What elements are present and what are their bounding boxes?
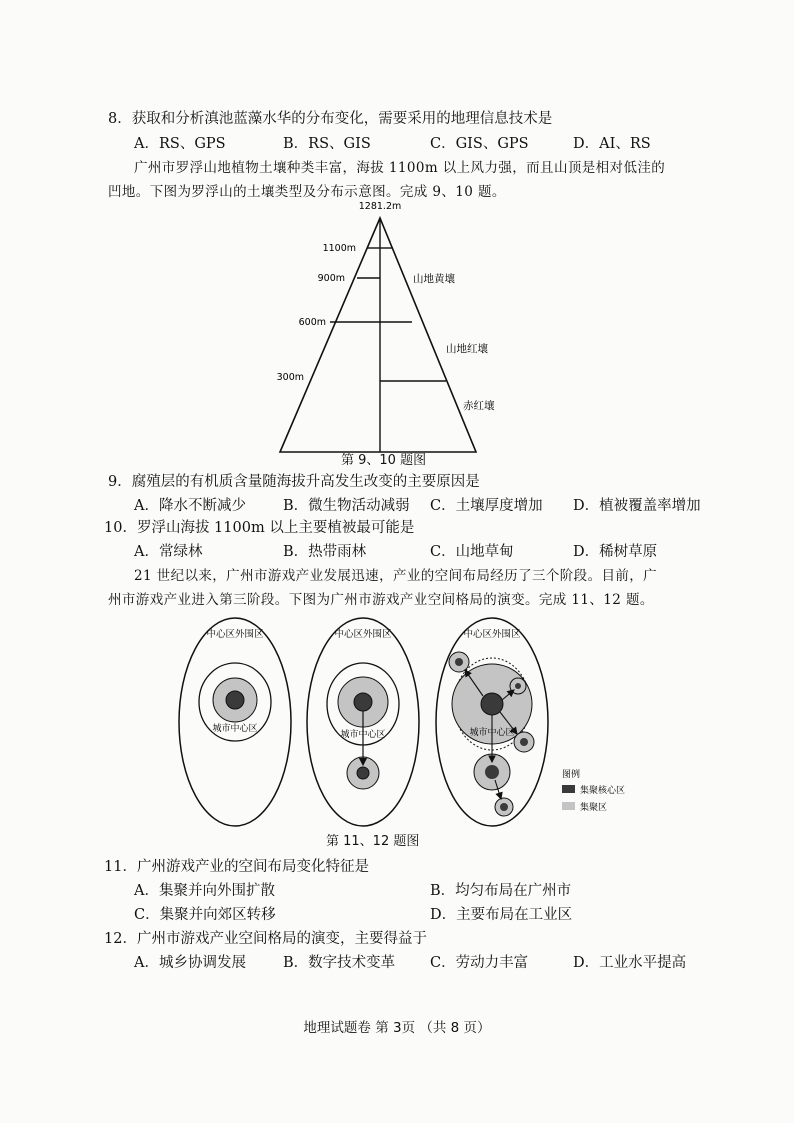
soil-label-red: 山地红壤: [446, 343, 488, 355]
q8-stem: 8．获取和分析滇池蓝藻水华的分布变化，需要采用的地理信息技术是: [108, 111, 553, 127]
q9-option-b: B．微生物活动减弱: [283, 498, 410, 514]
elev-label-900: 900m: [317, 273, 345, 284]
intro-11-12-line1: 21 世纪以来，广州市游戏产业发展迅速，产业的空间布局经历了三个阶段。目前，广: [134, 568, 658, 584]
mountain-outline: [280, 218, 476, 452]
legend: [562, 768, 625, 813]
q12-option-a: A．城乡协调发展: [134, 955, 246, 971]
fig2-caption: 第 11、12 题图: [326, 834, 420, 849]
soil-label-lateritic-red: 赤红壤: [463, 400, 495, 412]
q11-option-c: C．集聚并向郊区转移: [134, 907, 276, 923]
stage2-center-label: 城市中心区: [340, 730, 386, 740]
stage2-core: [354, 693, 372, 711]
peak-label: 1281.2m: [358, 201, 402, 212]
stage3-center-label: 城市中心区: [469, 728, 515, 738]
q11-stem: 11．广州游戏产业的空间布局变化特征是: [104, 859, 369, 875]
q10-option-c: C．山地草甸: [430, 544, 514, 560]
stage1-core: [226, 691, 244, 709]
q12-option-b: B．数字技术变革: [283, 955, 396, 971]
elev-label-1100: 1100m: [322, 243, 356, 254]
elev-label-300: 300m: [276, 372, 304, 383]
q9-option-a: A．降水不断减少: [134, 498, 246, 514]
q12-option-c: C．劳动力丰富: [430, 955, 529, 971]
q10-stem: 10．罗浮山海拔 1100m 以上主要植被最可能是: [104, 520, 415, 536]
stage-3: [436, 618, 548, 826]
stage1-center-label: 城市中心区: [212, 724, 258, 734]
intro-9-10-line2: 凹地。下图为罗浮山的土壤类型及分布示意图。完成 9、10 题。: [108, 184, 506, 200]
intro-9-10-line1: 广州市罗浮山地植物土壤种类丰富，海拔 1100m 以上风力强，而且山顶是相对低洼的: [134, 160, 666, 176]
q10-option-b: B．热带雨林: [283, 544, 367, 560]
intro-11-12-line2: 州市游戏产业进入第三阶段。下图为广州市游戏产业空间格局的演变。完成 11、12 题。: [108, 592, 654, 608]
stage-2: [307, 618, 419, 826]
legend-title: 图例: [562, 770, 581, 780]
stage3-satellite-nw-core: [455, 658, 463, 666]
industry-evolution-diagram: [170, 614, 640, 832]
q12-option-d: D．工业水平提高: [573, 955, 687, 971]
q9-stem: 9．腐殖层的有机质含量随海拔升高发生改变的主要原因是: [108, 474, 480, 490]
q11-option-a: A．集聚并向外围扩散: [134, 883, 275, 899]
stage3-outer-label: 中心区外围区: [463, 629, 521, 640]
q8-option-d: D．AI、RS: [573, 136, 651, 152]
q8-option-b: B．RS、GIS: [283, 136, 371, 152]
elev-label-600: 600m: [298, 317, 326, 328]
stage2-outer-label: 中心区外围区: [334, 629, 392, 640]
stage2-new-core: [357, 767, 369, 779]
legend-core-label: 集聚核心区: [580, 786, 626, 796]
stage3-south-core: [485, 765, 499, 779]
stage3-satellite-e-core: [520, 738, 528, 746]
q9-option-c: C．土壤厚度增加: [430, 498, 543, 514]
legend-zone-swatch: [562, 802, 575, 810]
stage3-satellite-s-core: [500, 803, 508, 811]
soil-distribution-diagram: [260, 196, 520, 471]
q11-option-d: D．主要布局在工业区: [430, 907, 573, 923]
stage-1: [179, 618, 291, 826]
soil-label-yellow: 山地黄壤: [413, 273, 455, 285]
legend-core-swatch: [562, 785, 575, 793]
fig1-caption: 第 9、10 题图: [341, 453, 427, 468]
legend-zone-label: 集聚区: [580, 803, 608, 813]
q12-stem: 12．广州市游戏产业空间格局的演变，主要得益于: [104, 931, 427, 947]
q11-option-b: B．均匀布局在广州市: [430, 883, 572, 899]
q9-option-d: D．植被覆盖率增加: [573, 498, 701, 514]
q8-option-a: A．RS、GPS: [134, 136, 226, 152]
stage3-satellite-ne-core: [515, 683, 521, 689]
q10-option-a: A．常绿林: [134, 544, 203, 560]
page-footer: 地理试题卷 第 3页 （共 8 页）: [303, 1020, 491, 1036]
stage1-outer-label: 中心区外围区: [206, 629, 264, 640]
q10-option-d: D．稀树草原: [573, 544, 658, 560]
q8-option-c: C．GIS、GPS: [430, 136, 529, 152]
stage3-core: [481, 693, 503, 715]
